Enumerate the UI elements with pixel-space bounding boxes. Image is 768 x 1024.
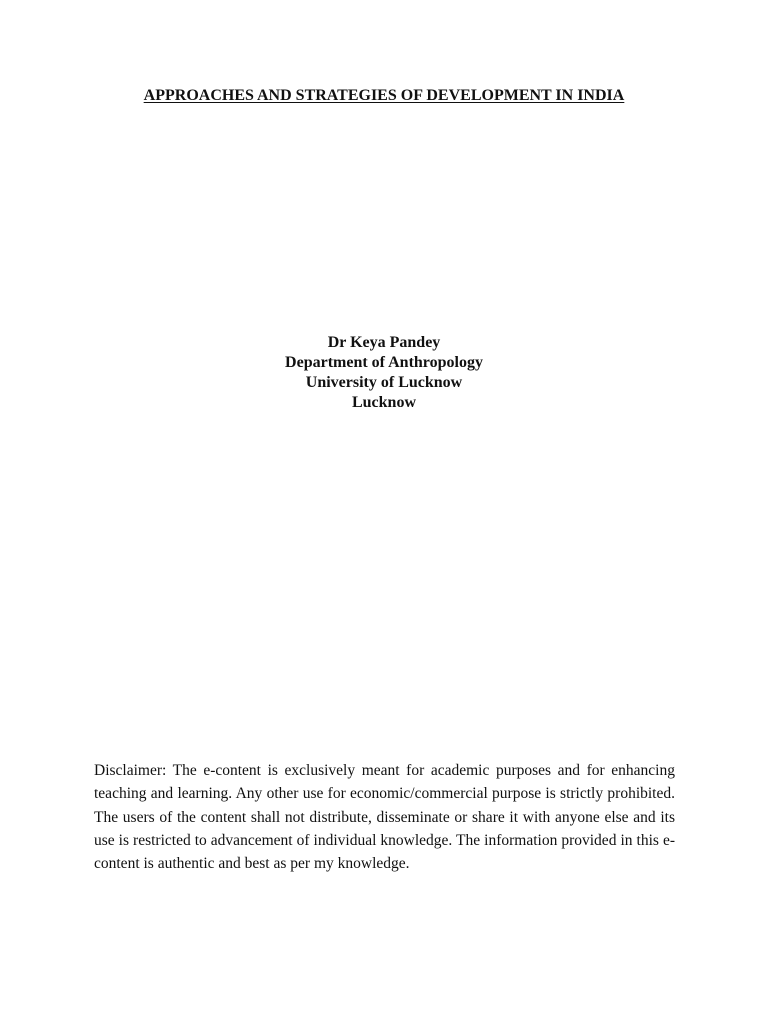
- author-name: Dr Keya Pandey: [327, 334, 441, 351]
- document-title: APPROACHES AND STRATEGIES OF DEVELOPMENT IN INDIA: [143, 87, 625, 104]
- author-city: Lucknow: [351, 394, 417, 411]
- disclaimer-paragraph: Disclaimer: The e-content is exclusively meant for academic purposes and for enhancing teaching and learning. Any other use for economic/commercial purpose is strictly prohibited. The users of the content shall not distribute, disseminate or share it with anyone else and its use is restricted to advancement of individual knowledge. The information provided in this e-content is authentic and best as per my knowledge.: [94, 762, 675, 873]
- author-department: Department of Anthropology: [285, 354, 483, 371]
- author-university: University of Lucknow: [305, 374, 463, 391]
- author-block: [0, 333, 768, 413]
